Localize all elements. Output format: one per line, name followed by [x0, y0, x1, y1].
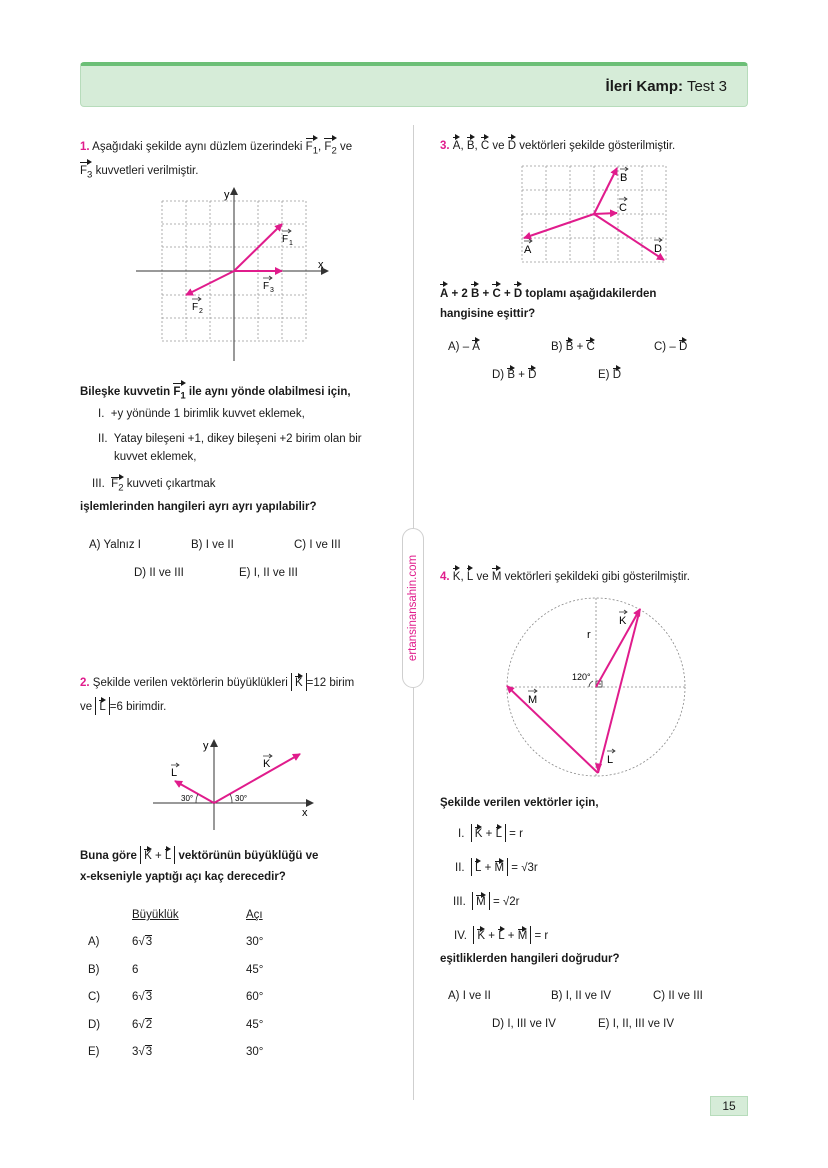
q1-figure	[136, 186, 346, 361]
q2-vector-k	[214, 754, 300, 803]
q3-option-d[interactable]: D) B + D	[492, 365, 536, 381]
q3-label-a: A	[524, 244, 532, 256]
q4-option-c[interactable]: C) II ve III	[653, 990, 703, 1002]
q2-stem: 2. Şekilde verilen vektörlerin büyüklükleri K =12 birim ve L =6 birimdir.	[80, 671, 400, 719]
q3-option-c[interactable]: C) – D	[654, 337, 687, 353]
q1-question: işlemlerinden hangileri ayrı ayrı yapılabilir?	[80, 501, 317, 513]
q3-prompt: A + 2 B + C + D toplamı aşağıdakilerden hangisine eşittir?	[440, 281, 656, 324]
q2-option-b-mag: 6	[132, 964, 139, 976]
q1-option-a[interactable]: A) Yalnız I	[89, 539, 141, 551]
q3-option-a[interactable]: A) – A	[448, 337, 480, 353]
q2-label-l: L	[171, 767, 178, 779]
q4-item-1: I. K + L = r	[458, 824, 523, 842]
q4-option-a[interactable]: A) I ve II	[448, 990, 491, 1002]
svg-text:1: 1	[289, 240, 293, 247]
page-number: 15	[710, 1096, 748, 1116]
q4-figure	[505, 597, 685, 777]
q2-y-label: y	[203, 740, 209, 752]
svg-text:F: F	[263, 281, 270, 292]
q1-option-d[interactable]: D) II ve III	[134, 567, 184, 579]
q2-option-e-mag: 3√3	[132, 1046, 153, 1058]
q1-item-3: III. $F_2$ kuvveti çıkartmak	[92, 474, 216, 493]
q2-option-e-angle: 30°	[246, 1046, 264, 1058]
header-bar	[80, 62, 748, 107]
q3-figure	[520, 166, 670, 266]
q4-stem: 4. K, L ve M vektörleri şekildeki gibi gösterilmiştir.	[440, 565, 690, 587]
q4-prompt: Şekilde verilen vektörler için,	[440, 797, 599, 809]
svg-text:2: 2	[199, 308, 203, 315]
q2-option-d-label[interactable]: D)	[88, 1019, 101, 1031]
q1-vector-f1	[234, 224, 282, 271]
q2-option-d-angle: 45°	[246, 1019, 264, 1031]
q2-option-b-angle: 45°	[246, 964, 264, 976]
q4-question: eşitliklerden hangileri doğrudur?	[440, 953, 620, 965]
q2-col-angle: Açı	[246, 909, 263, 921]
q4-label-m: M	[528, 694, 538, 706]
q1-option-c[interactable]: C) I ve III	[294, 539, 341, 551]
q1-y-label: y	[224, 189, 230, 201]
q2-figure	[153, 738, 323, 818]
q3-label-b: B	[620, 172, 628, 184]
q2-x-label: x	[302, 807, 308, 819]
q3-vector-b	[594, 168, 617, 214]
q4-radius-label: r	[587, 629, 591, 641]
q4-item-4: IV. K + L + M = r	[454, 926, 548, 944]
q2-option-a-mag: 6√3	[132, 936, 153, 948]
q3-vector-a	[524, 214, 594, 238]
q2-col-magnitude: Büyüklük	[132, 909, 179, 921]
q2-option-c-mag: 6√3	[132, 991, 153, 1003]
q1-option-b[interactable]: B) I ve II	[191, 539, 234, 551]
q4-item-2: II. L + M = √3r	[455, 858, 538, 876]
q2-prompt: Buna göre K + L vektörünün büyüklüğü ve x-ekseniyle yaptığı açı kaç derecedir?	[80, 846, 318, 887]
q2-option-c-label[interactable]: C)	[88, 991, 101, 1003]
q1-x-label: x	[318, 259, 324, 271]
q4-item-3: III. M = √2r	[453, 892, 519, 910]
q4-label-k: K	[619, 615, 627, 627]
q2-option-e-label[interactable]: E)	[88, 1046, 100, 1058]
q2-label-k: K	[263, 758, 271, 770]
q2-option-a-label[interactable]: A)	[88, 936, 100, 948]
q4-label-l: L	[607, 754, 614, 766]
q3-option-b[interactable]: B) B + C	[551, 337, 595, 353]
svg-text:3: 3	[270, 287, 274, 294]
q2-option-b-label[interactable]: B)	[88, 964, 100, 976]
q1-prompt: Bileşke kuvvetin $F_1$ ile aynı yönde olabilmesi için,	[80, 380, 351, 404]
q2-option-c-angle: 60°	[246, 991, 264, 1003]
q2-option-d-mag: 6√2	[132, 1019, 153, 1031]
svg-text:F: F	[282, 234, 289, 245]
q1-option-e[interactable]: E) I, II ve III	[239, 567, 298, 579]
svg-text:F: F	[192, 302, 199, 313]
q2-angle-left: 30°	[181, 794, 194, 803]
q4-option-d[interactable]: D) I, III ve IV	[492, 1018, 556, 1030]
q3-label-c: C	[619, 202, 627, 214]
page-title: İleri Kamp: Test 3	[605, 78, 727, 95]
q4-option-e[interactable]: E) I, II, III ve IV	[598, 1018, 675, 1030]
q2-option-a-angle: 30°	[246, 936, 264, 948]
q3-stem: 3. A, B, C ve D vektörleri şekilde gösterilmiştir.	[440, 134, 675, 156]
q4-option-b[interactable]: B) I, II ve IV	[551, 990, 612, 1002]
q1-item-1: I. +y yönünde 1 birimlik kuvvet eklemek,	[98, 408, 305, 420]
q1-item-2-cont: kuvvet eklemek,	[114, 451, 197, 463]
q4-angle-label: 120°	[572, 672, 591, 682]
q1-item-2: II. Yatay bileşeni +1, dikey bileşeni +2 birim olan bir	[98, 433, 362, 445]
q4-vector-m	[507, 686, 598, 773]
q3-label-d: D	[654, 243, 662, 255]
watermark: ertansinansahin.com	[407, 554, 419, 662]
q3-option-e[interactable]: E) D	[598, 365, 621, 381]
q2-angle-right: 30°	[235, 794, 248, 803]
q3-vector-c	[594, 213, 617, 214]
q4-vector-k	[596, 609, 640, 687]
q1-stem: 1. Aşağıdaki şekilde aynı düzlem üzerindeki $F_1$, $F_2$ ve $F_3$ kuvvetleri verilmiştir.	[80, 135, 400, 183]
q4-vector-l	[598, 609, 640, 773]
